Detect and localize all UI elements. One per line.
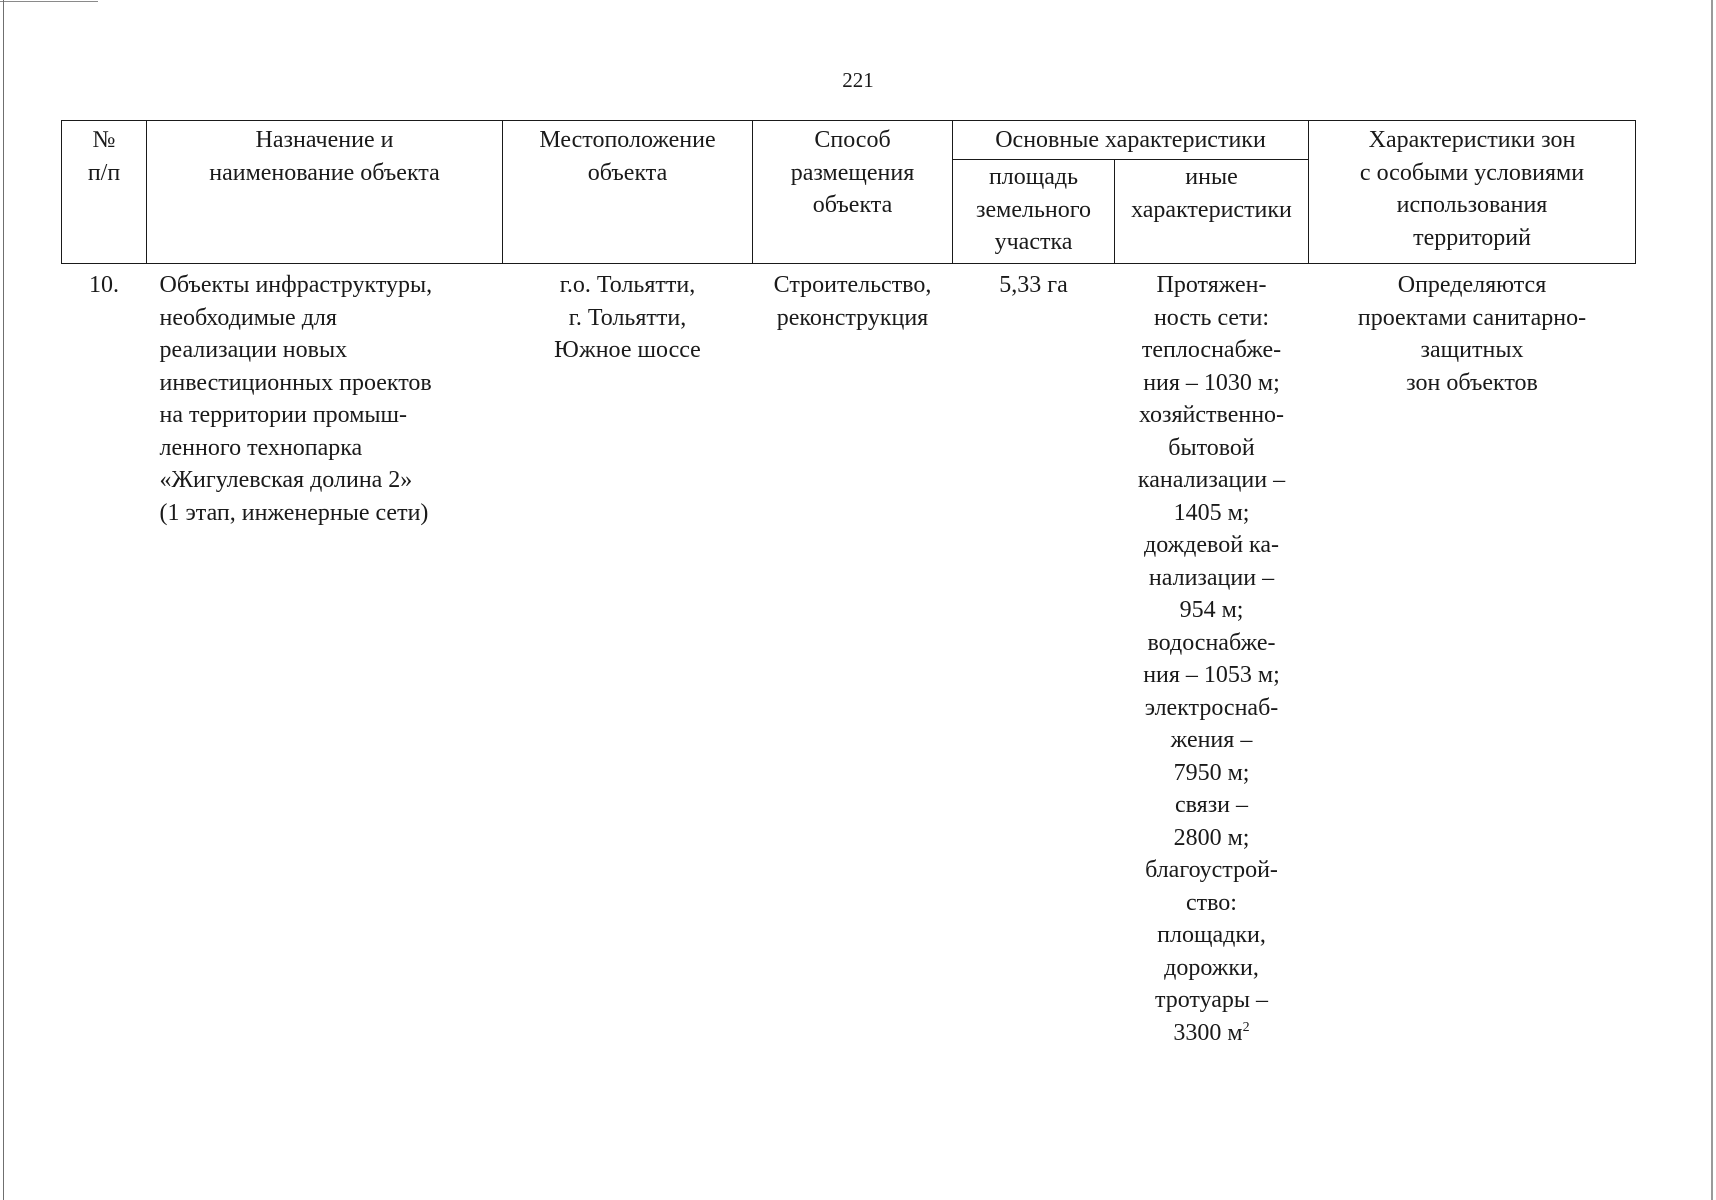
row-zones: Определяются проектами санитарно- защитных зон объектов: [1357, 272, 1587, 396]
header-zones: Характеристики зон с особыми условиями использования территорий: [1309, 121, 1636, 264]
row-area: 5,33 га: [999, 272, 1068, 298]
header-area: площадь земельного участка: [953, 160, 1115, 264]
objects-table: [61, 120, 1636, 1049]
row-location: г.о. Тольятти, г. Тольятти, Южное шоссе: [554, 272, 701, 363]
header-main-characteristics: Основные характеристики: [953, 121, 1309, 160]
table-header: [62, 121, 1636, 264]
header-num: № п/п: [62, 121, 147, 264]
row-num: 10.: [89, 272, 119, 298]
header-other: иные характеристики: [1115, 160, 1309, 264]
table-row: [62, 264, 1636, 1050]
header-location: Местоположение объекта: [503, 121, 753, 264]
page-number: 221: [842, 68, 874, 92]
scan-edge-right: [1711, 0, 1713, 1200]
header-method: Способ размещения объекта: [753, 121, 953, 264]
scan-edge-top: [0, 1, 98, 2]
row-purpose: Объекты инфраструктуры, необходимые для реализации новых инвестиционных проектов на территории промыш- ленного технопарка «Жигулевская долина 2» (1 этап, инженерные сети): [159, 272, 433, 526]
row-method: Строительство, реконструкция: [773, 272, 932, 331]
scan-edge-left: [3, 0, 4, 1200]
row-other-characteristics: Протяжен- ность сети: теплоснабже- ния – 1030 м; хозяйственно- бытовой канализации – 1405 м; дождевой ка- нализации – 954 м; водоснабже- ния – 1053 м; электроснаб- жения – 7950 м; связи – 2800 м; благоустрой- ство: площадки, дорожки, тротуары – 3300 $м^2$: [1137, 272, 1286, 1046]
header-purpose: Назначение и наименование объекта: [147, 121, 503, 264]
